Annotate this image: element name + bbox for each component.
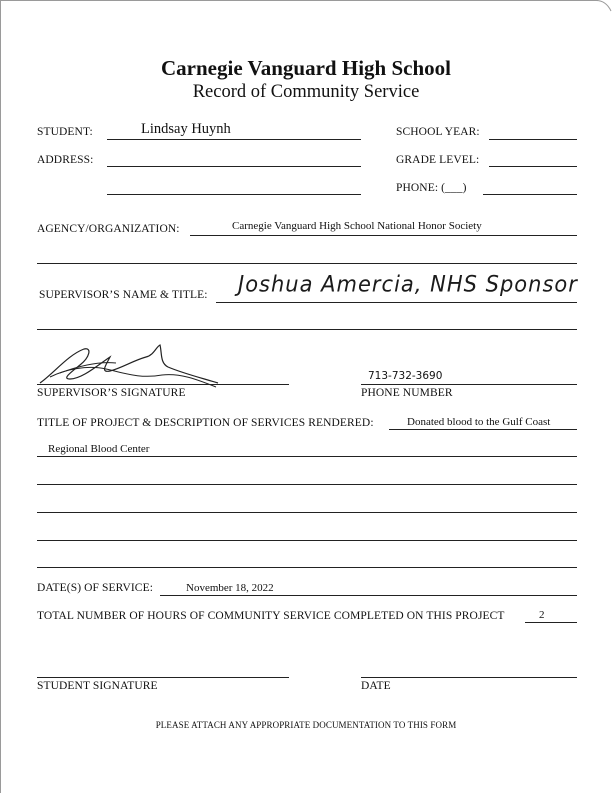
agency-field-line[interactable] <box>190 235 577 236</box>
grade-level-label: GRADE LEVEL: <box>396 154 480 166</box>
address-field-line-2[interactable] <box>107 194 361 195</box>
date-label: DATE <box>361 680 391 692</box>
phone-number-label: PHONE NUMBER <box>361 387 453 399</box>
project-field-line-6[interactable] <box>37 567 577 568</box>
project-value-line1: Donated blood to the Gulf Coast <box>407 416 551 428</box>
school-year-label: SCHOOL YEAR: <box>396 126 480 138</box>
phone-label: PHONE: (___) <box>396 182 467 194</box>
agency-label: AGENCY/ORGANIZATION: <box>37 223 180 235</box>
project-value-line2: Regional Blood Center <box>48 443 150 455</box>
dates-value: November 18, 2022 <box>186 582 274 594</box>
form-title: Record of Community Service <box>192 82 420 102</box>
hours-value: 2 <box>539 609 545 621</box>
page-border-left <box>0 0 1 793</box>
student-label: STUDENT: <box>37 126 93 138</box>
footer-note: PLEASE ATTACH ANY APPROPRIATE DOCUMENTATION TO THIS FORM <box>155 720 457 730</box>
school-name: Carnegie Vanguard High School <box>161 56 451 80</box>
supervisor-field-line[interactable] <box>216 302 577 303</box>
phone-number-value: 713-732-3690 <box>368 370 443 382</box>
student-signature-label: STUDENT SIGNATURE <box>37 680 158 692</box>
student-value: Lindsay Huynh <box>141 121 231 137</box>
page-border-top <box>0 0 598 1</box>
grade-level-field-line[interactable] <box>489 166 577 167</box>
hours-label: TOTAL NUMBER OF HOURS OF COMMUNITY SERVICE COMPLETED ON THIS PROJECT <box>37 610 505 622</box>
agency-field-line-2[interactable] <box>37 263 577 264</box>
student-field-line[interactable] <box>107 139 361 140</box>
phone-field-line[interactable] <box>483 194 577 195</box>
school-year-field-line[interactable] <box>489 139 577 140</box>
project-field-line-5[interactable] <box>37 540 577 541</box>
project-field-line-4[interactable] <box>37 512 577 513</box>
supervisor-value: Joshua Amercia, NHS Sponsor <box>238 271 578 297</box>
supervisor-label: SUPERVISOR’S NAME & TITLE: <box>39 289 208 301</box>
supervisor-field-line-2[interactable] <box>37 329 577 330</box>
address-field-line-1[interactable] <box>107 166 361 167</box>
phone-number-line[interactable] <box>361 384 577 385</box>
supervisor-signature-label: SUPERVISOR’S SIGNATURE <box>37 387 186 399</box>
project-field-line-1[interactable] <box>389 429 577 430</box>
supervisor-signature-line[interactable] <box>37 384 289 385</box>
student-signature-line[interactable] <box>37 677 289 678</box>
date-signature-line[interactable] <box>361 677 577 678</box>
project-label: TITLE OF PROJECT & DESCRIPTION OF SERVICES RENDERED: <box>37 417 374 429</box>
agency-value: Carnegie Vanguard High School National Honor Society <box>232 220 482 232</box>
hours-field-line[interactable] <box>525 622 577 623</box>
supervisor-signature-drawing <box>36 343 236 393</box>
address-label: ADDRESS: <box>37 154 94 166</box>
project-field-line-3[interactable] <box>37 484 577 485</box>
project-field-line-2[interactable] <box>37 456 577 457</box>
dates-field-line[interactable] <box>160 595 577 596</box>
dates-label: DATE(S) OF SERVICE: <box>37 582 153 594</box>
page-corner-curl <box>596 0 612 12</box>
